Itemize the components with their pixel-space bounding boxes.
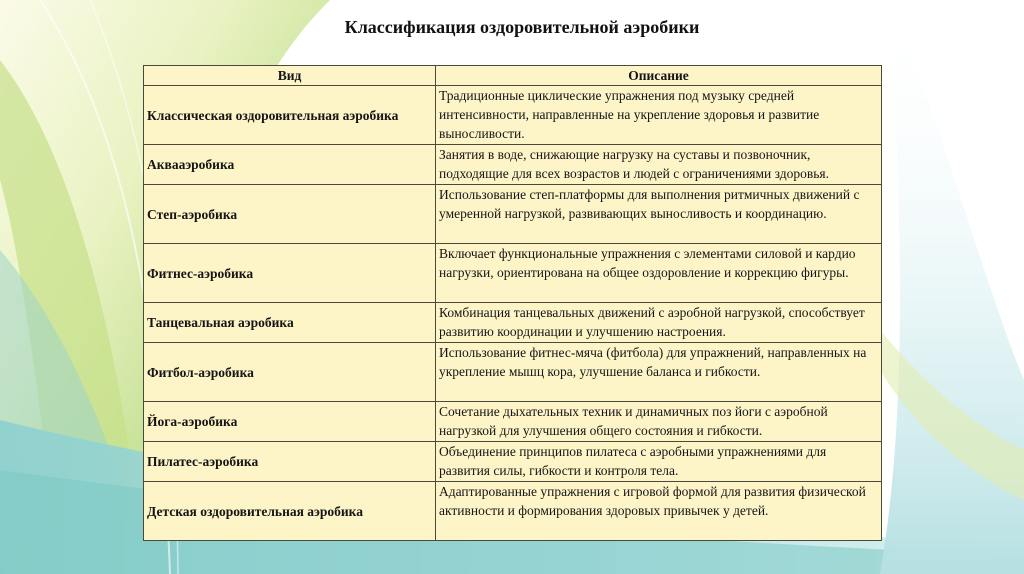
row-description: Адаптированные упражнения с игровой формой для развития физической активности и формирования здоровых привычек у детей.	[436, 482, 882, 541]
row-description: Сочетание дыхательных техник и динамичных поз йоги с аэробной нагрузкой для улучшения общего состояния и гибкости.	[436, 402, 882, 442]
table-row	[144, 442, 882, 482]
row-kind: Йога-аэробика	[144, 402, 436, 442]
row-kind: Танцевальная аэробика	[144, 303, 436, 343]
row-kind: Аквааэробика	[144, 145, 436, 185]
row-description: Использование степ-платформы для выполнения ритмичных движений с умеренной нагрузкой, развивающих выносливость и координацию.	[436, 185, 882, 244]
row-kind: Фитбол-аэробика	[144, 343, 436, 402]
table-row	[144, 482, 882, 541]
table-row	[144, 185, 882, 244]
column-header-description: Описание	[436, 66, 882, 86]
row-description: Объединение принципов пилатеса с аэробными упражнениями для развития силы, гибкости и контроля тела.	[436, 442, 882, 482]
row-kind: Степ-аэробика	[144, 185, 436, 244]
table-row	[144, 343, 882, 402]
row-description: Традиционные циклические упражнения под музыку средней интенсивности, направленные на укрепление здоровья и развитие выносливости.	[436, 86, 882, 145]
classification-table	[143, 65, 882, 541]
row-description: Использование фитнес-мяча (фитбола) для упражнений, направленных на укрепление мышц кора, улучшение баланса и гибкости.	[436, 343, 882, 402]
row-kind: Детская оздоровительная аэробика	[144, 482, 436, 541]
table-row	[144, 145, 882, 185]
table-row	[144, 244, 882, 303]
row-description: Занятия в воде, снижающие нагрузку на суставы и позвоночник, подходящие для всех возрастов и людей с ограничениями здоровья.	[436, 145, 882, 185]
table-header-row	[144, 66, 882, 86]
table-row	[144, 86, 882, 145]
row-description: Включает функциональные упражнения с элементами силовой и кардио нагрузки, ориентирована на общее оздоровление и коррекцию фигуры.	[436, 244, 882, 303]
table-row	[144, 402, 882, 442]
page-title: Классификация оздоровительной аэробики	[344, 17, 700, 37]
column-header-kind: Вид	[144, 66, 436, 86]
row-kind: Пилатес-аэробика	[144, 442, 436, 482]
row-description: Комбинация танцевальных движений с аэробной нагрузкой, способствует развитию координации и улучшению настроения.	[436, 303, 882, 343]
row-kind: Фитнес-аэробика	[144, 244, 436, 303]
row-kind: Классическая оздоровительная аэробика	[144, 86, 436, 145]
table-row	[144, 303, 882, 343]
